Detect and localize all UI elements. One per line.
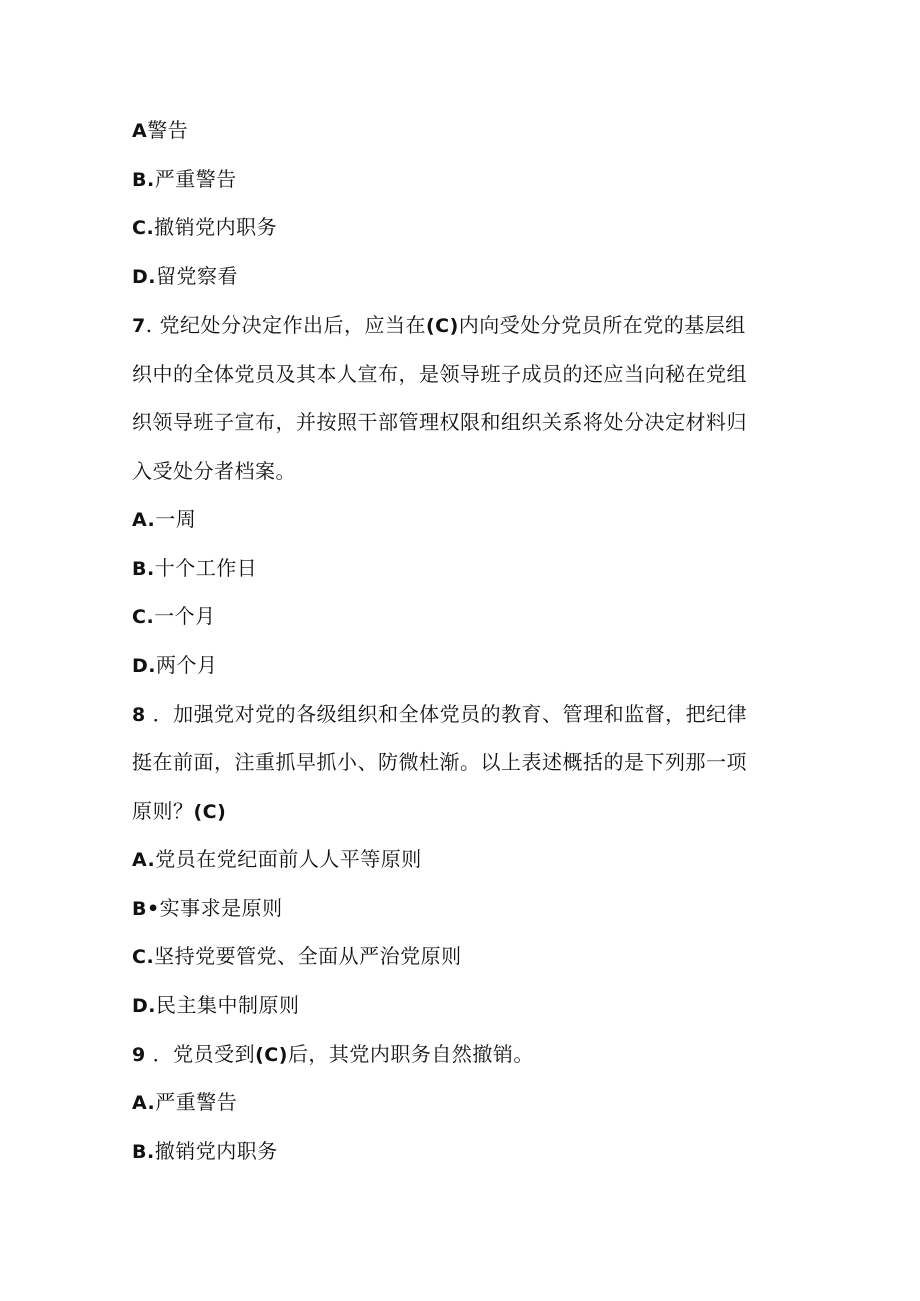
q7-line-1: [132, 311, 746, 340]
option-text: 实事求是原则: [159, 896, 283, 920]
q8-option-a: [132, 845, 422, 874]
option-text: 警告: [147, 118, 189, 142]
question-text: 原则？: [132, 799, 194, 823]
option-text: 严重警告: [154, 167, 237, 191]
option-label: D.: [132, 995, 156, 1017]
q7-line-4: 入受处分者档案。: [132, 459, 296, 483]
q7-line-3: 织领导班子宣布，并按照干部管理权限和组织关系将处分决定材料归: [132, 410, 747, 434]
q9-line-1: [132, 1040, 534, 1069]
q7-line-2: 织中的全体党员及其本人宣布，是领导班子成员的还应当向秘在党组: [132, 362, 747, 386]
option-text: 党员在党纪面前人人平等原则: [155, 847, 422, 871]
question-number: 9: [132, 1044, 146, 1066]
option-text: 民主集中制原则: [156, 993, 300, 1017]
answer-mark: (C): [193, 801, 227, 823]
question-text: 后，其党内职务自然撤销。: [287, 1042, 534, 1066]
q7-option-c: [132, 602, 216, 631]
option-label: B.: [132, 1141, 155, 1163]
option-label: A.: [132, 509, 156, 531]
option-text: 一个月: [154, 604, 216, 628]
option-label: A.: [132, 1092, 156, 1114]
question-text: ．党员受到: [152, 1042, 256, 1066]
q8-line-2: 挺在前面，注重抓早抓小、防微杜渐。以上表述概括的是下列那一项: [132, 750, 747, 774]
option-d: [132, 262, 238, 291]
option-label: B•: [132, 898, 160, 920]
question-text: . 党纪处分决定作出后，应当在: [145, 313, 426, 337]
answer-mark: (C): [425, 315, 459, 337]
q7-option-b: [132, 554, 257, 583]
q9-option-b: [132, 1137, 278, 1166]
option-label: C.: [132, 606, 155, 628]
option-text: 严重警告: [155, 1090, 238, 1114]
q8-option-b: [132, 894, 283, 923]
option-label: D.: [132, 266, 156, 288]
question-number: 8: [132, 704, 146, 726]
option-label: B.: [132, 558, 155, 580]
option-b: [132, 165, 237, 194]
q7-option-d: [132, 651, 218, 680]
question-text: ．加强党对党的各级组织和全体党员的教育、管理和监督，把纪律: [152, 702, 748, 726]
option-text: 撤销党内职务: [154, 1139, 278, 1163]
option-label: C.: [132, 946, 155, 968]
option-c: [132, 213, 277, 242]
question-number: 7: [132, 315, 146, 337]
option-text: 一周: [155, 507, 197, 531]
answer-mark: (C): [255, 1044, 288, 1066]
option-text: 撤销党内职务: [154, 215, 278, 239]
option-text: 坚持党要管党、全面从严治党原则: [154, 944, 462, 968]
q8-option-c: [132, 942, 462, 971]
option-text: 两个月: [156, 653, 218, 677]
option-label: A.: [132, 849, 156, 871]
option-label: D.: [132, 655, 156, 677]
option-a: [132, 116, 188, 145]
option-label: A: [132, 120, 148, 142]
option-label: C.: [132, 217, 155, 239]
option-text: 留党察看: [156, 264, 238, 288]
q7-option-a: [132, 505, 196, 534]
option-text: 十个工作日: [154, 556, 258, 580]
q8-line-1: [132, 700, 747, 729]
q8-option-d: [132, 991, 300, 1020]
q8-line-3: [132, 797, 226, 826]
question-text: 内向受处分党员所在党的基层组: [458, 313, 746, 337]
q9-option-a: [132, 1088, 237, 1117]
option-label: B.: [132, 169, 155, 191]
